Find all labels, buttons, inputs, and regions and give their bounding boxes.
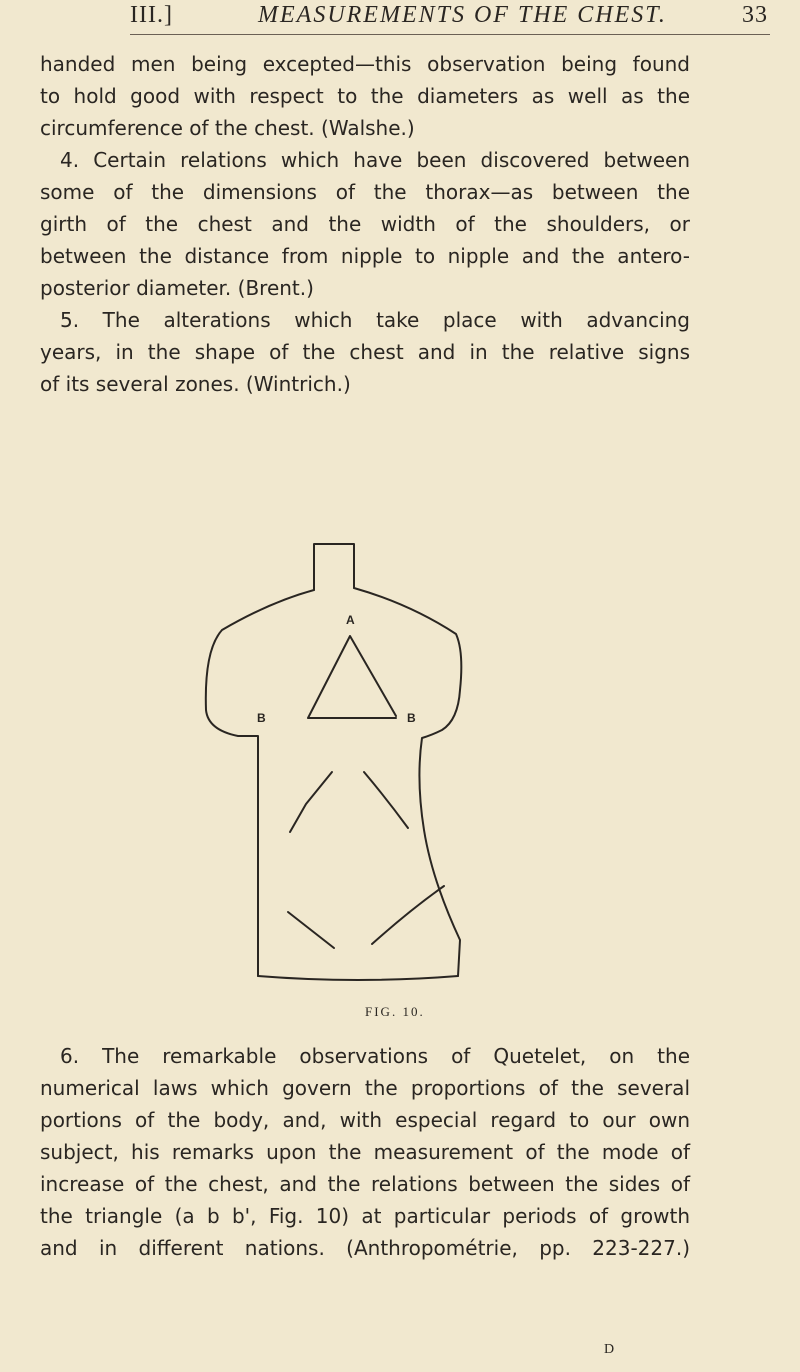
neck-outline [314,544,354,590]
text-line: subject, his remarks upon the measurement of the mode of [40,1140,690,1164]
text-line: portions of the body, and, with especial regard to our own [40,1108,690,1132]
paragraph-item-6 [40,1040,690,1264]
text-line: between the distance from nipple to nipple and the antero- [40,244,690,268]
text-line: handed men being excepted—this observation being found [40,52,690,76]
text-line: increase of the chest, and the relations between the sides of [40,1172,690,1196]
signature-mark: D [604,1342,615,1357]
text-line: years, in the shape of the chest and in the relative signs [40,340,690,364]
paragraph-item-5 [40,304,690,400]
text-line: 5. The alterations which take place with advancing [60,308,690,332]
figure-caption: FIG. 10. [365,1004,425,1019]
running-header [130,0,770,30]
paragraph-item-4 [40,144,690,304]
page-number: 33 [742,2,768,28]
text-line: some of the dimensions of the thorax—as between the [40,180,690,204]
text-line: 4. Certain relations which have been discovered between [60,148,690,172]
running-title: MEASUREMENTS OF THE CHEST. [258,2,667,28]
right-lower-line [372,886,444,944]
text-line: of its several zones. (Wintrich.) [40,372,351,396]
left-lower-line [288,912,334,948]
paragraph-continuation [40,48,690,144]
right-side-outline [354,588,461,976]
text-line: 6. The remarkable observations of Quetelet, on the [60,1044,690,1068]
text-line: the triangle (a b b', Fig. 10) at particular periods of growth [40,1204,690,1228]
text-line: girth of the chest and the width of the shoulders, or [40,212,690,236]
label-left: B [257,711,266,725]
text-line: to hold good with respect to the diameters as well as the [40,84,690,108]
left-upper-line [290,772,332,832]
bottom-outline [258,976,458,980]
text-line: posterior diameter. (Brent.) [40,276,314,300]
triangle-abb [308,636,396,718]
left-side-outline [206,590,314,976]
chapter-marker: III.] [130,2,173,28]
text-line: and in different nations. (Anthropométrie, pp. 223-227.) [40,1236,690,1260]
header-rule [130,34,770,35]
torso-figure [160,540,560,1000]
label-apex: A [346,613,355,627]
text-line: circumference of the chest. (Walshe.) [40,116,415,140]
text-line: numerical laws which govern the proportions of the several [40,1076,690,1100]
right-upper-line [364,772,408,828]
label-right: B [407,711,416,725]
